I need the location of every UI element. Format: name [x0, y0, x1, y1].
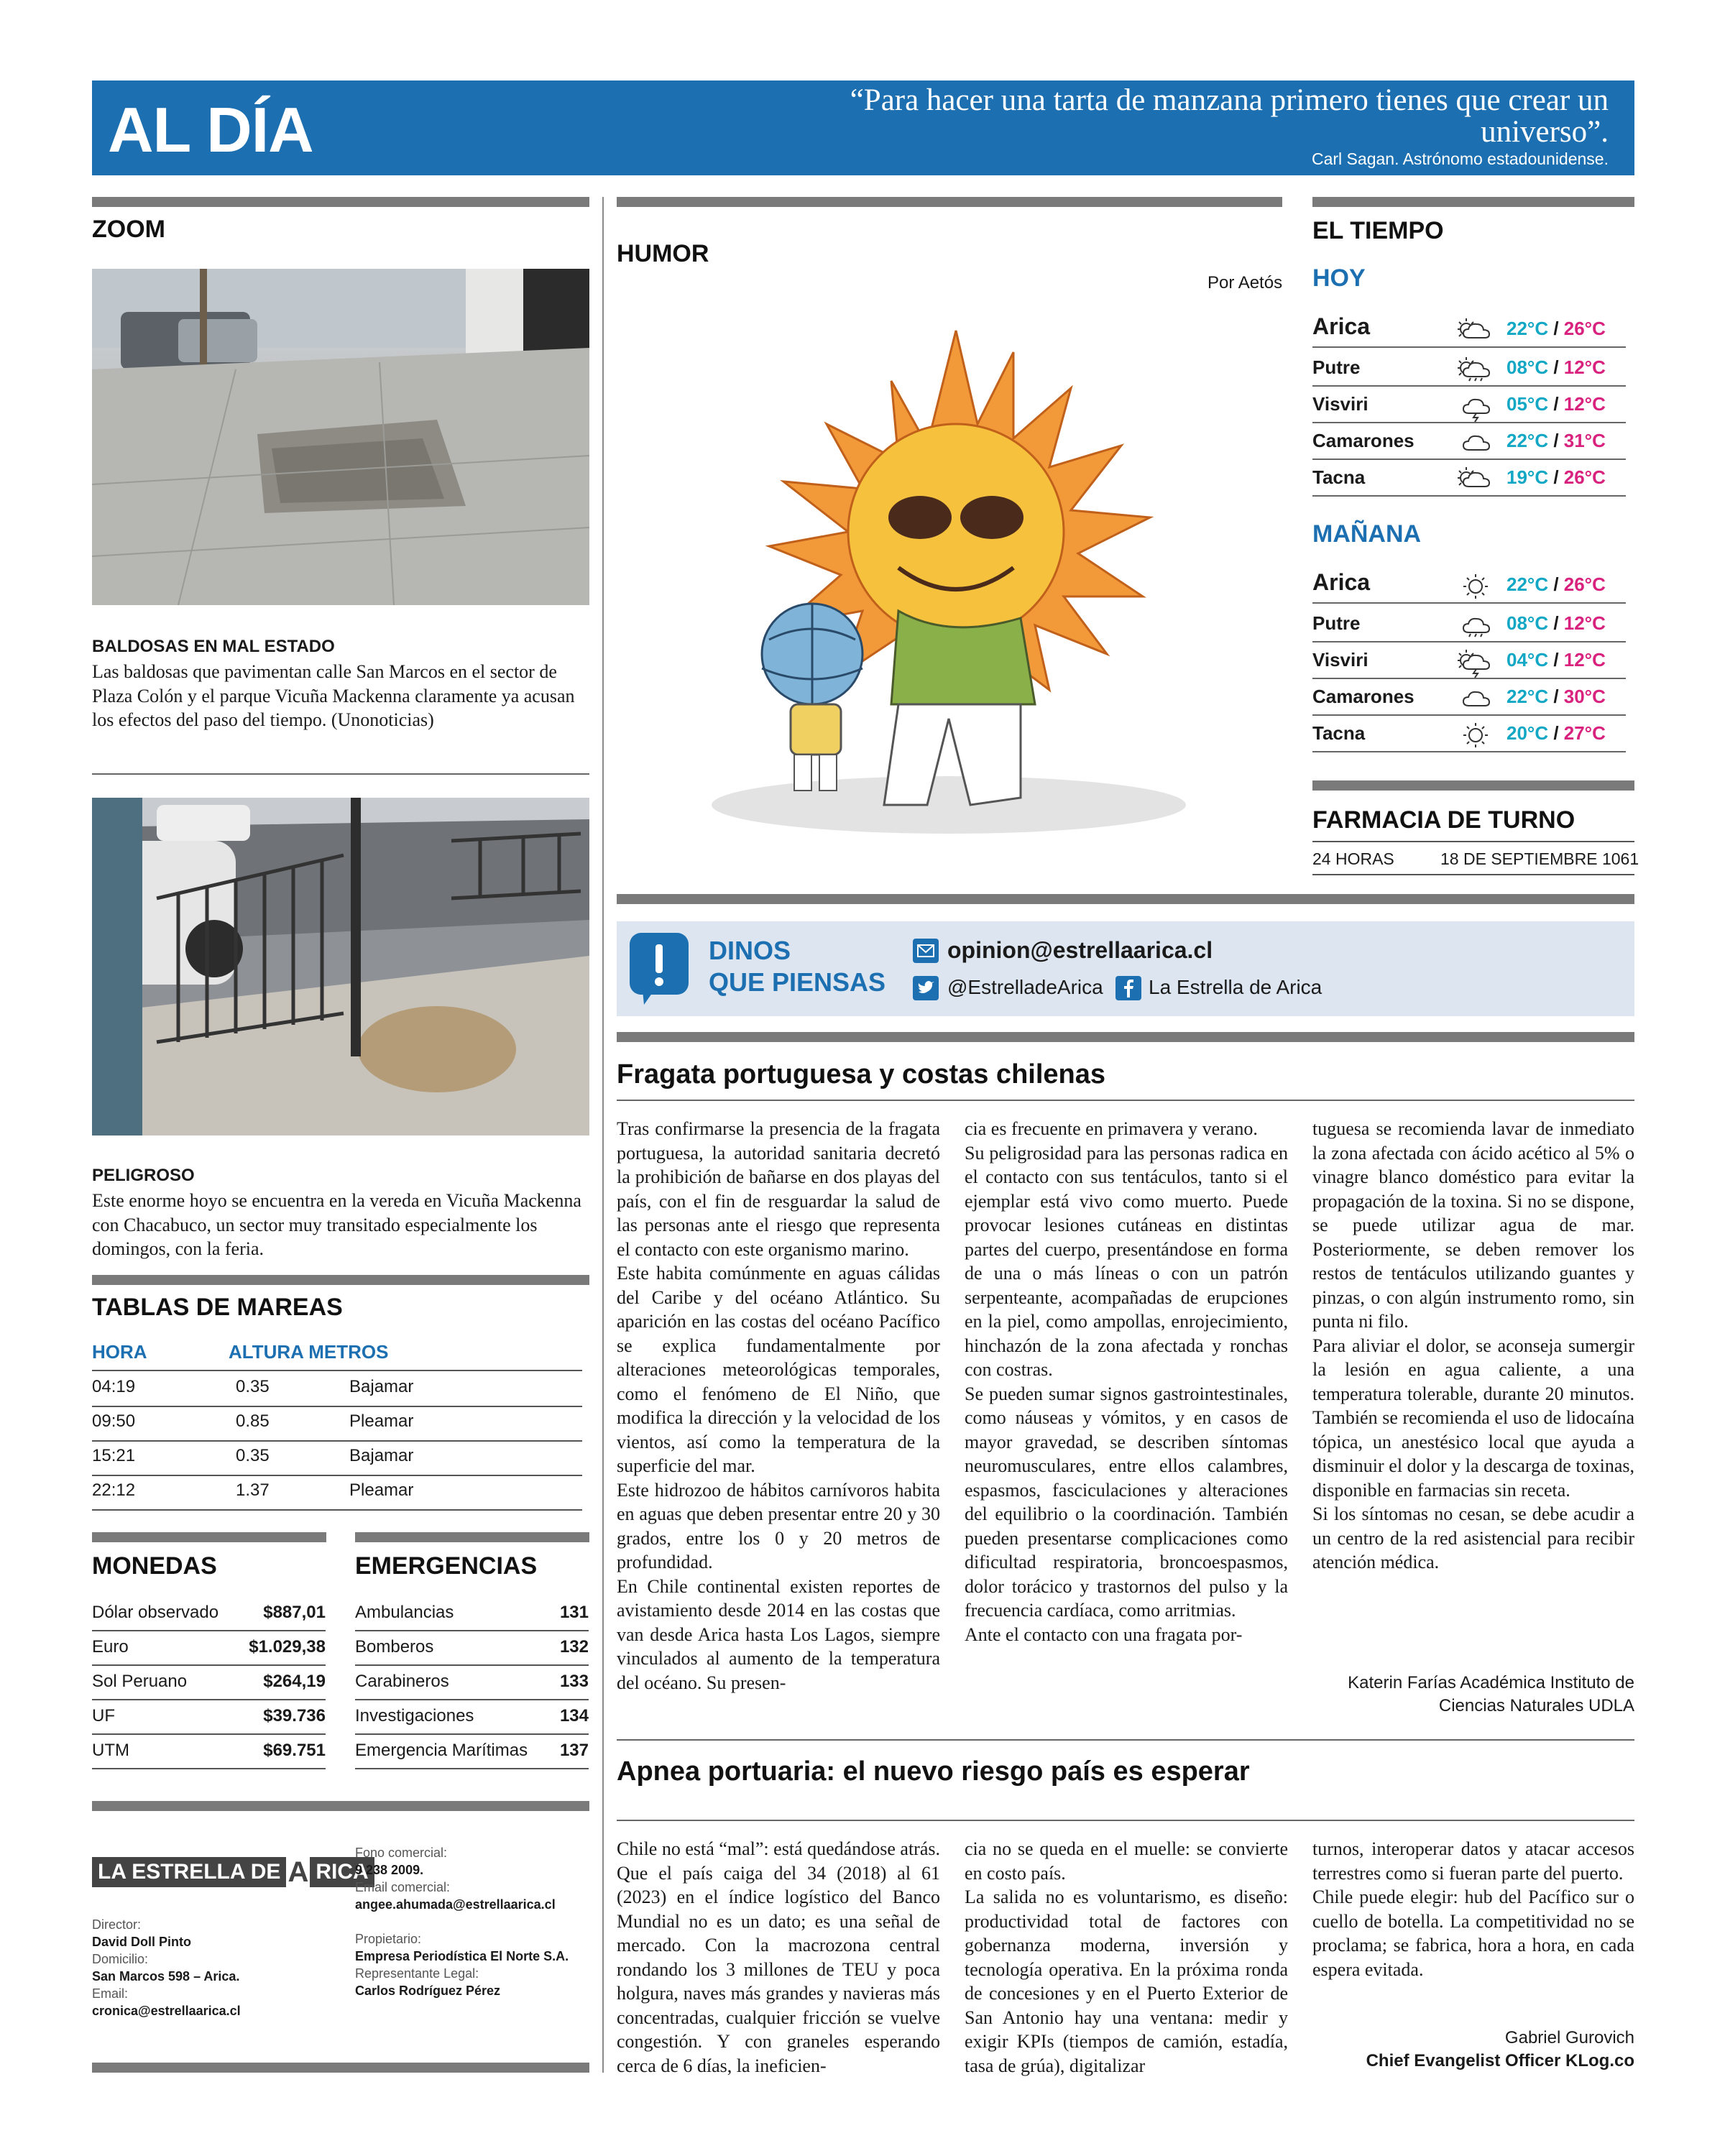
article1-col3-paragraph: tuguesa se recomienda lavar de inmediato la zona afectada con ácido acético al 5% o vinagre blanco doméstico para evitar la propagación de la toxina. Si no se dispone, se puede utilizar agua de mar. Posteriormente, se deben remover los restos de tentáculos utilizando guantes y pinzas, o con algún instrumento romo, sin punta ni filo.: [1312, 1118, 1634, 1332]
article2-col3-paragraph: Chile puede elegir: hub del Pacífico sur o cuello de botella. La competitividad no se proclama; se fabrica, hora a hora, en cada espera evitada.: [1312, 1886, 1634, 1980]
tide-row: [92, 1476, 582, 1511]
article1-col1-paragraph: En Chile continental existen reportes de avistamiento desde 2014 en las costas que van desde Arica hasta Los Lagos, siempre vinculados al aumento de la temperatura del océano. Su presen-: [617, 1575, 940, 1693]
article2-col3-paragraph: turnos, interoperar datos y atacar accesos terrestres como si fueran parte del puerto.: [1312, 1838, 1634, 1884]
tide-height: 0.35: [236, 1446, 270, 1465]
weather-row: [1312, 386, 1626, 423]
article1-col3-paragraph: Si los síntomas no cesan, se debe acudir a un centro de la red asistencial para recibir atención médica.: [1312, 1503, 1634, 1572]
currency-value: $69.751: [263, 1741, 326, 1760]
weather-row: [1312, 349, 1626, 387]
currency-value: $1.029,38: [249, 1637, 326, 1657]
temp-max: 26°C: [1563, 573, 1606, 595]
currency-row: [92, 1631, 326, 1666]
weather-temp: [1506, 430, 1606, 452]
article1-col2: [965, 1117, 1288, 1646]
owner-value: Empresa Periodística El Norte S.A.: [355, 1949, 569, 1963]
currency-name: Sol Peruano: [92, 1672, 188, 1691]
masthead-rule-bottom: [92, 2063, 589, 2073]
emergency-value: 133: [559, 1672, 589, 1691]
pharmacy-rule: [1312, 780, 1634, 791]
pharmacy-address: 18 DE SEPTIEMBRE 1061: [1440, 849, 1639, 868]
temp-min: 22°C: [1506, 686, 1549, 707]
rain-sun-cloud-icon: [1456, 355, 1495, 381]
weather-row: [1312, 310, 1626, 348]
logo-part-3: RICA: [310, 1857, 374, 1887]
zoom-rule: [92, 197, 589, 207]
temp-sep: /: [1548, 649, 1564, 671]
article1-col2-paragraph: Su peligrosidad para las personas radica en el contacto con sus tentáculos, tanto si el ejemplar está vivo como muerto. Puede provocar lesiones cutáneas en distintas partes del cuerpo, presentándose en forma de una o más líneas o con un patrón serpenteante, acompañadas de erupciones en la piel, como ampollas, enrojecimiento, hinchazón de la zona afectada y ronchas con costras.: [965, 1142, 1288, 1380]
zoom-title: ZOOM: [92, 216, 165, 243]
tide-type: Bajamar: [349, 1377, 414, 1396]
temp-max: 12°C: [1563, 649, 1606, 671]
currency-name: Euro: [92, 1637, 129, 1657]
zoom-item-2-heading: PELIGROSO: [92, 1166, 195, 1185]
tide-time: 04:19: [92, 1377, 136, 1396]
sun-icon: [1456, 572, 1495, 598]
sun-icon: [1456, 721, 1495, 747]
email-icon: [913, 939, 939, 963]
emergency-row: [355, 1597, 589, 1631]
tide-height: 1.37: [236, 1480, 270, 1500]
cloud-icon: [1456, 684, 1495, 710]
domicilio-label: Domicilio:: [92, 1952, 149, 1966]
weather-row: [1312, 566, 1626, 604]
temp-sep: /: [1548, 722, 1564, 744]
temp-min: 22°C: [1506, 430, 1549, 451]
temp-min: 22°C: [1506, 318, 1549, 339]
emergency-value: 131: [559, 1603, 589, 1622]
weather-today-label: HOY: [1312, 264, 1366, 292]
currency-row: [92, 1666, 326, 1700]
temp-sep: /: [1548, 573, 1564, 595]
emergency-name: Emergencia Marítimas: [355, 1741, 528, 1760]
article1-col3: [1312, 1117, 1634, 1575]
emergency-name: Bomberos: [355, 1637, 434, 1657]
weather-city: Camarones: [1312, 686, 1414, 707]
column-divider: [602, 197, 604, 2073]
article1-col1-paragraph: Este hidrozoo de hábitos carnívoros habita en aguas que deben presentar entre 20 y 30 grados, entre los 0 y 20 metros de profundidad.: [617, 1479, 940, 1572]
article1-col2-paragraph: cia es frecuente en primavera y verano.: [965, 1118, 1258, 1139]
pharmacy-title: FARMACIA DE TURNO: [1312, 806, 1576, 834]
header-quote: “Para hacer una tarta de manzana primero tienes que crear un universo”.: [850, 83, 1609, 149]
article1-col1-paragraph: Tras confirmarse la presencia de la fragata portuguesa, la autoridad sanitaria decretó la prohibición de bañarse en dos playas del país, con el fin de resguardar la salud de las personas ante el riesgo que representa el contacto con este organismo marino.: [617, 1118, 940, 1260]
weather-row: [1312, 423, 1626, 460]
temp-sep: /: [1548, 612, 1564, 634]
article1-col2-paragraph: Se pueden sumar signos gastrointestinales, como náuseas y vómitos, y en casos de mayor gravedad, se describen síntomas neuromusculares, entre ellos calambres, espasmos, fasciculaciones y alteraciones del equilibrio o la coordinación. También pueden presentarse complicaciones como dificultad respiratoria, broncoespasmos, dolor torácico y trastornos del pulso y la frecuencia cardíaca, como arritmias.: [965, 1383, 1288, 1621]
contact-facebook[interactable]: La Estrella de Arica: [1149, 976, 1322, 998]
weather-city: Arica: [1312, 313, 1371, 339]
emergency-name: Carabineros: [355, 1672, 449, 1691]
director-name: David Doll Pinto: [92, 1935, 192, 1949]
temp-sep: /: [1548, 466, 1564, 488]
phone-label: Fono comercial:: [355, 1846, 448, 1860]
currency-name: UF: [92, 1706, 115, 1726]
photo-sidewalk-tiles: [92, 269, 589, 605]
article1-bottom-line: [617, 1739, 1634, 1741]
legal-value: Carlos Rodríguez Pérez: [355, 1984, 501, 1998]
rain-cloud-icon: [1456, 611, 1495, 637]
temp-max: 31°C: [1563, 430, 1606, 451]
director-label: Director:: [92, 1917, 142, 1932]
currency-value: $264,19: [263, 1672, 326, 1691]
weather-temp: [1506, 612, 1606, 635]
section-title: AL DÍA: [108, 94, 313, 165]
weather-row: [1312, 605, 1626, 642]
zoom-item-1-heading: BALDOSAS EN MAL ESTADO: [92, 637, 335, 656]
tide-height: 0.85: [236, 1411, 270, 1431]
temp-min: 05°C: [1506, 393, 1549, 415]
currency-name: UTM: [92, 1741, 129, 1760]
phone-value: 9 238 2009.: [355, 1863, 424, 1877]
emergency-row: [355, 1735, 589, 1769]
weather-temp: [1506, 466, 1606, 489]
currency-row: [92, 1735, 326, 1769]
pharmacy-line: [1312, 841, 1634, 842]
emergency-name: Ambulancias: [355, 1603, 454, 1622]
weather-city: Camarones: [1312, 430, 1414, 451]
zoom-item-2-text: Este enorme hoyo se encuentra en la vereda en Vicuña Mackenna con Chacabuco, un sector muy transitado especialmente los domingos, con la feria.: [92, 1190, 581, 1259]
article2-col3: [1312, 1837, 1634, 1981]
masthead-logo: [92, 1857, 374, 1887]
header-quote-author: Carl Sagan. Astrónomo estadounidense.: [1312, 149, 1609, 168]
emergency-rule: [355, 1532, 589, 1542]
masthead-spacer: [355, 1913, 569, 1930]
currency-row: [92, 1597, 326, 1631]
weather-temp: [1506, 393, 1606, 415]
temp-max: 12°C: [1563, 612, 1606, 634]
email-value[interactable]: cronica@estrellaarica.cl: [92, 2004, 241, 2018]
weather-city: Tacna: [1312, 466, 1366, 488]
weather-row: [1312, 642, 1626, 679]
tides-rule: [92, 1275, 589, 1285]
contact-title-2: QUE PIENSAS: [709, 967, 886, 997]
tide-type: Pleamar: [349, 1411, 414, 1431]
tide-time: 22:12: [92, 1480, 136, 1500]
contact-rule-bottom: [617, 1032, 1634, 1042]
logo-part-1: LA ESTRELLA DE: [92, 1857, 286, 1887]
zoom-item-1-text: Las baldosas que pavimentan calle San Marcos en el sector de Plaza Colón y el parque Vicuña Mackenna claramente ya acusan los efectos del paso del tiempo. (Unonoticias): [92, 661, 575, 730]
humor-rule: [617, 197, 1282, 207]
weather-temp: [1506, 649, 1606, 671]
weather-temp: [1506, 318, 1606, 340]
article1-author-line-2: Ciencias Naturales UDLA: [1438, 1696, 1634, 1715]
article1-col3-paragraph: Para aliviar el dolor, se aconseja sumergir la lesión en agua caliente, a una temperatura tolerable, durante 20 minutos. También se recomienda el uso de lidocaína tópica, un anestésico local que ayuda a disminuir el dolor y la descarga de toxinas, disponible en farmacias sin receta.: [1312, 1335, 1634, 1501]
weather-tomorrow-label: MAÑANA: [1312, 520, 1422, 548]
emergency-value: 134: [559, 1706, 589, 1726]
tides-col-altura: ALTURA METROS: [229, 1341, 389, 1363]
weather-temp: [1506, 356, 1606, 379]
tide-row: [92, 1407, 582, 1442]
currency-title: MONEDAS: [92, 1552, 217, 1580]
email-com-value[interactable]: angee.ahumada@estrellaarica.cl: [355, 1897, 556, 1912]
tide-row: [92, 1373, 582, 1407]
temp-max: 12°C: [1563, 356, 1606, 378]
temp-min: 04°C: [1506, 649, 1549, 671]
zoom-divider: [92, 773, 589, 775]
temp-sep: /: [1548, 318, 1564, 339]
email-com-label: Email comercial:: [355, 1880, 451, 1894]
article1-col2-paragraph: Ante el contacto con una fragata por-: [965, 1623, 1243, 1645]
article1-col1: [617, 1117, 940, 1695]
currency-row: [92, 1700, 326, 1735]
facebook-icon: [1116, 976, 1141, 1000]
weather-row: [1312, 459, 1626, 497]
tide-time: 15:21: [92, 1446, 136, 1465]
comment-icon: [630, 933, 689, 1005]
article1-col1-paragraph: Este habita comúnmente en aguas cálidas del Caribe y del océano Atlántico. Su aparición en las costas del océano Pacífico se explica fundamentalmente por alteraciones meteorológicas temporales, como el fenómeno de El Niño, que modifica la dirección y la velocidad de los vientos, así como la temperatura de la superficie del mar.: [617, 1263, 940, 1476]
weather-temp: [1506, 686, 1606, 708]
contact-email[interactable]: opinion@estrellaarica.cl: [947, 937, 1213, 963]
article2-author-line-2: Chief Evangelist Officer KLog.co: [1366, 2051, 1634, 2070]
temp-max: 26°C: [1563, 466, 1606, 488]
contact-twitter[interactable]: @EstrelladeArica: [947, 976, 1103, 998]
contact-rule-top: [617, 894, 1634, 904]
article2-author-line-1: Gabriel Gurovich: [1504, 2028, 1634, 2047]
tide-type: Bajamar: [349, 1446, 414, 1465]
contact-box: [617, 921, 1634, 1016]
article2-col1: [617, 1837, 940, 2078]
currency-name: Dólar observado: [92, 1603, 219, 1622]
masthead-rule-top: [92, 1801, 589, 1811]
currency-rule: [92, 1532, 326, 1542]
weather-city: Visviri: [1312, 649, 1368, 671]
emergency-row: [355, 1631, 589, 1666]
cloud-icon: [1456, 428, 1495, 454]
article1-title: Fragata portuguesa y costas chilenas: [617, 1059, 1106, 1089]
photo-sidewalk-hole: [92, 798, 589, 1135]
partly-sunny-icon: [1456, 465, 1495, 491]
currency-value: $887,01: [263, 1603, 326, 1622]
humor-cartoon: [647, 302, 1265, 848]
weather-rule: [1312, 197, 1634, 207]
weather-city: Visviri: [1312, 393, 1368, 415]
partly-sunny-icon: [1456, 316, 1495, 342]
article2-col1-paragraph: Chile no está “mal”: está quedándose atrás. Que el país caiga del 34 (2018) al 61 (2023) en el índice logístico del Banco Mundial no es un dato; es una señal de mercado. Con la macrozona central rondando los 3 millones de TEU y poca holgura, naves más grandes y navieras más concentradas, cualquier fricción se vuelve congestión. Y con graneles esperando cerca de 6 días, la ineficien-: [617, 1838, 940, 2076]
masthead-left: [92, 1916, 241, 2019]
storm-cloud-icon: [1456, 392, 1495, 418]
temp-min: 19°C: [1506, 466, 1549, 488]
temp-min: 20°C: [1506, 722, 1549, 744]
temp-sep: /: [1548, 393, 1564, 415]
tide-time: 09:50: [92, 1411, 136, 1431]
storm-sun-cloud-icon: [1456, 648, 1495, 673]
temp-max: 26°C: [1563, 318, 1606, 339]
twitter-icon: [913, 976, 939, 1000]
weather-city: Putre: [1312, 356, 1361, 378]
emergency-title: EMERGENCIAS: [355, 1552, 538, 1580]
article1-title-line: [617, 1100, 1634, 1101]
article2-col2: [965, 1837, 1288, 2078]
article1-author: [1222, 1672, 1634, 1718]
article2-author: [1294, 2027, 1634, 2073]
tides-col-hora: HORA: [92, 1341, 147, 1363]
section-header: [92, 80, 1634, 175]
temp-min: 22°C: [1506, 573, 1549, 595]
article2-col2-paragraph: La salida no es voluntarismo, es diseño: productividad total de factores con gobernanza moderna, inversión y tecnología operativa. En la próxima ronda de concesiones y en el Puerto Exterior de San Antonio hay una ventana: medir y exigir KPIs (tiempos de camión, estadía, tasa de grúa), digitalizar: [965, 1886, 1288, 2076]
owner-label: Propietario:: [355, 1932, 422, 1946]
tide-height: 0.35: [236, 1377, 270, 1396]
weather-title: EL TIEMPO: [1312, 217, 1444, 244]
temp-max: 27°C: [1563, 722, 1606, 744]
article2-title: Apnea portuaria: el nuevo riesgo país es esperar: [617, 1756, 1250, 1787]
weather-city: Tacna: [1312, 722, 1366, 744]
emergency-row: [355, 1700, 589, 1735]
article2-col2-paragraph: cia no se queda en el muelle: se convierte en costo país.: [965, 1838, 1288, 1884]
weather-city: Putre: [1312, 612, 1361, 634]
temp-min: 08°C: [1506, 356, 1549, 378]
tides-title: TABLAS DE MAREAS: [92, 1294, 343, 1321]
contact-title-1: DINOS: [709, 936, 791, 965]
pharmacy-hours: 24 HORAS: [1312, 849, 1394, 868]
domicilio-value: San Marcos 598 – Arica.: [92, 1969, 240, 1984]
temp-sep: /: [1548, 356, 1564, 378]
emergency-value: 137: [559, 1741, 589, 1760]
weather-row: [1312, 678, 1626, 716]
emergency-row: [355, 1666, 589, 1700]
email-label: Email:: [92, 1986, 129, 2001]
weather-temp: [1506, 722, 1606, 745]
weather-temp: [1506, 573, 1606, 596]
weather-city: Arica: [1312, 569, 1371, 595]
legal-label: Representante Legal:: [355, 1966, 479, 1981]
temp-sep: /: [1548, 430, 1564, 451]
weather-row: [1312, 715, 1626, 752]
pharmacy-line-bottom: [1312, 874, 1634, 875]
emergency-name: Investigaciones: [355, 1706, 474, 1726]
tides-header-line: [92, 1370, 582, 1371]
tide-row: [92, 1442, 582, 1476]
temp-min: 08°C: [1506, 612, 1549, 634]
masthead-right: [355, 1844, 569, 1999]
temp-max: 30°C: [1563, 686, 1606, 707]
logo-part-2: A: [288, 1856, 309, 1888]
article1-author-line-1: Katerin Farías Académica Instituto de: [1348, 1673, 1634, 1692]
humor-title: HUMOR: [617, 240, 709, 267]
currency-value: $39.736: [263, 1706, 326, 1726]
temp-sep: /: [1548, 686, 1564, 707]
emergency-value: 132: [559, 1637, 589, 1657]
humor-credit: Por Aetós: [1208, 273, 1283, 292]
temp-max: 12°C: [1563, 393, 1606, 415]
article2-title-line: [617, 1820, 1634, 1821]
tide-type: Pleamar: [349, 1480, 414, 1500]
